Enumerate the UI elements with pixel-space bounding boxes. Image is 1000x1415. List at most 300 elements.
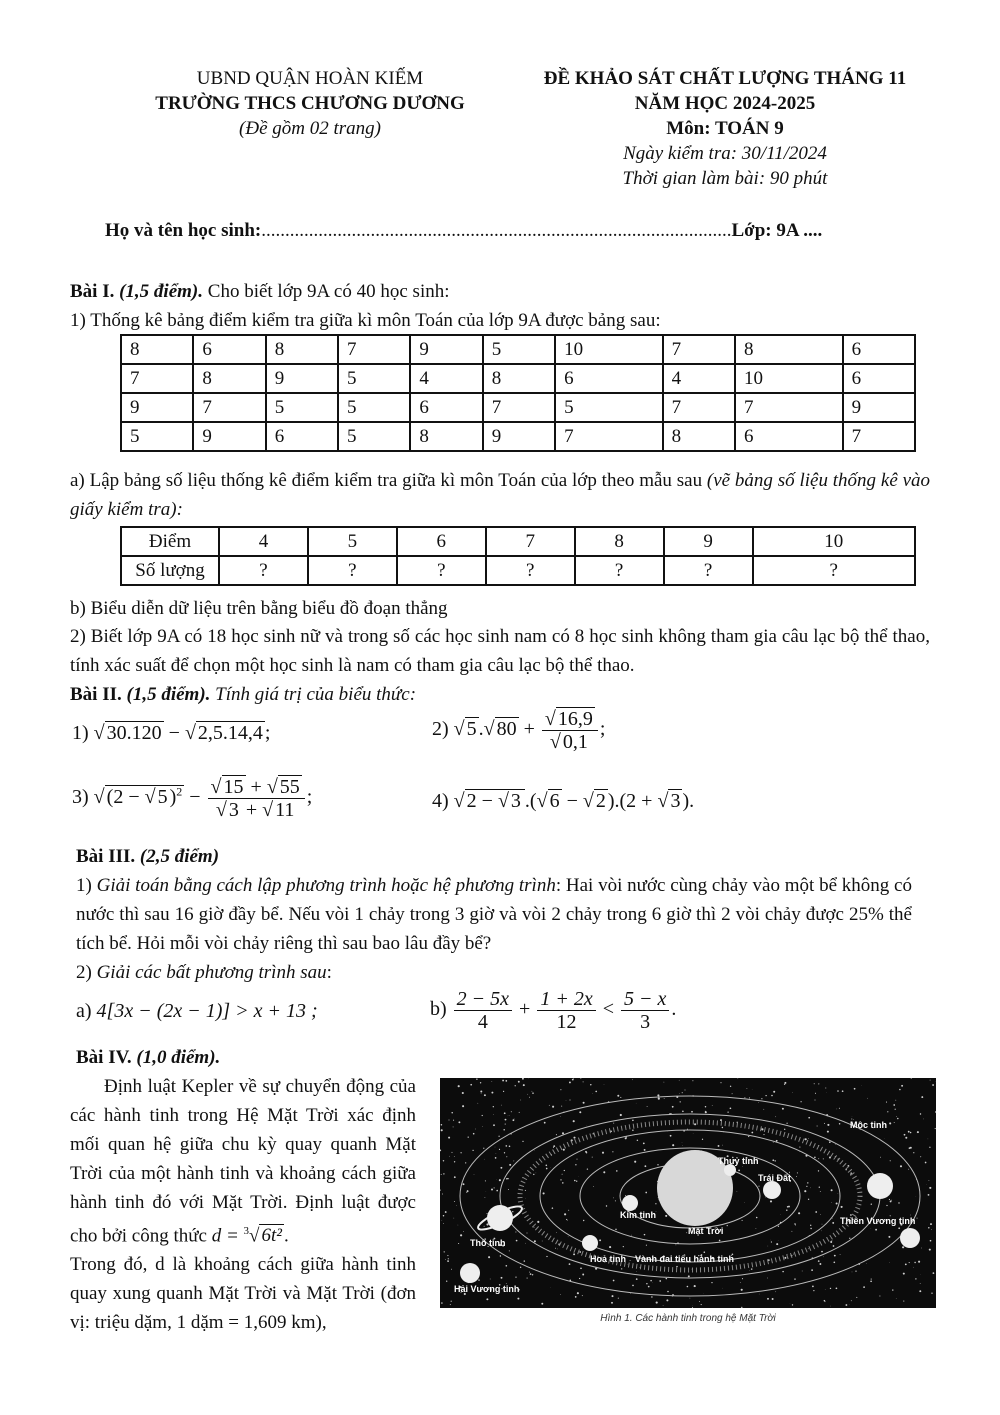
star [552, 1207, 554, 1209]
star [632, 1129, 633, 1130]
star [763, 1134, 764, 1135]
star [611, 1302, 613, 1304]
star [572, 1079, 574, 1081]
star [651, 1296, 652, 1297]
star [720, 1119, 722, 1121]
star [935, 1111, 936, 1112]
star [527, 1094, 528, 1095]
star [746, 1088, 747, 1089]
bai2-expr1: 1) √ 30.120 − √ 2,5.14,4 ; [72, 722, 271, 744]
star [522, 1141, 523, 1142]
star [612, 1295, 614, 1297]
bai1-qb: b) Biểu diễn dữ liệu trên bằng biểu đồ đoạn thẳng [70, 598, 448, 619]
star [810, 1188, 811, 1189]
star [580, 1267, 582, 1269]
star [644, 1149, 646, 1151]
star [647, 1106, 648, 1107]
star [920, 1113, 921, 1114]
bai1-intro: Cho biết lớp 9A có 40 học sinh: [207, 281, 450, 302]
score-table-row [121, 364, 915, 393]
star [509, 1115, 510, 1116]
star [617, 1095, 619, 1097]
star [506, 1178, 507, 1179]
star [650, 1280, 652, 1282]
star [758, 1102, 759, 1103]
star [453, 1120, 454, 1121]
star [722, 1127, 723, 1128]
star [930, 1223, 932, 1225]
score-cell: 7 [121, 364, 193, 393]
star [524, 1260, 525, 1261]
star [648, 1286, 650, 1288]
star [666, 1299, 668, 1301]
bai3-ineq-b: b) $\frac{2 - 5x}{4}$ + $\frac{1 + 2x}{12}$ < $\frac{5 - x}{3}$ . [430, 988, 677, 1033]
star [644, 1165, 646, 1167]
star [831, 1189, 833, 1191]
star [834, 1255, 836, 1257]
star [530, 1273, 532, 1275]
bai4-points: (1,0 điểm). [136, 1047, 221, 1068]
star [632, 1285, 634, 1287]
star [679, 1093, 680, 1094]
star [831, 1202, 832, 1203]
bai4-text: Định luật Kepler về sự chuyển động của các hành tinh trong Hệ Mặt Trời xác định mối quan hệ giữa chu kỳ quay quanh Mặt Trời của một hành tinh và khoảng cách giữa hành tinh đó với Mặt Trời. Định luật được cho bởi công thức d = $^3$√ 6t² . Trong đó, d là khoảng cách giữa hành tinh quay xung quanh Mặt Trời và Mặt Trời (đơn vị: triệu dặm, 1 dặm = 1,609 km), [70, 1076, 416, 1334]
score-cell: 7 [663, 335, 735, 364]
star [774, 1160, 775, 1161]
star [699, 1301, 700, 1302]
star [784, 1129, 785, 1130]
frequency-score-cell: 9 [664, 527, 753, 556]
frequency-header-score: Điểm [121, 527, 219, 556]
bai1-qa [70, 466, 930, 524]
star [646, 1283, 647, 1284]
star [839, 1123, 841, 1125]
star [833, 1261, 835, 1263]
star [454, 1161, 455, 1162]
star [914, 1262, 915, 1263]
star [509, 1164, 511, 1166]
star [453, 1126, 454, 1127]
star [928, 1180, 929, 1181]
star [871, 1204, 872, 1205]
star [827, 1124, 829, 1126]
star [541, 1303, 543, 1305]
star [741, 1307, 742, 1308]
star [567, 1220, 568, 1221]
star [449, 1120, 450, 1121]
star [702, 1139, 703, 1140]
star [504, 1152, 505, 1153]
star [552, 1106, 554, 1108]
star [758, 1186, 759, 1187]
star [889, 1262, 890, 1263]
bai4-title: Bài IV. [76, 1047, 132, 1068]
star [553, 1147, 554, 1148]
star [737, 1191, 738, 1192]
star [513, 1160, 514, 1161]
label-thien-vuong: Thiên Vương tinh [840, 1216, 916, 1226]
star [574, 1180, 576, 1182]
star [630, 1260, 631, 1261]
score-cell: 4 [663, 364, 735, 393]
star [503, 1091, 504, 1092]
star [525, 1190, 526, 1191]
school-year: NĂM HỌC 2024-2025 [634, 93, 816, 114]
star [918, 1261, 920, 1263]
bai1-qa-note: (vẽ bảng số liệu thống kê vào giấy kiểm tra): [70, 470, 931, 520]
star [825, 1301, 826, 1302]
star [625, 1195, 626, 1196]
star [690, 1298, 691, 1299]
star [462, 1105, 464, 1107]
star [686, 1232, 687, 1233]
star [623, 1246, 624, 1247]
star [768, 1246, 769, 1247]
star [451, 1301, 452, 1302]
star [506, 1265, 508, 1267]
score-cell: 9 [483, 422, 555, 451]
star [512, 1119, 514, 1121]
star [763, 1109, 764, 1110]
score-cell: 5 [483, 335, 555, 364]
star [519, 1112, 520, 1113]
star [808, 1138, 809, 1139]
star [518, 1081, 520, 1083]
star [825, 1088, 826, 1089]
star [807, 1182, 808, 1183]
label-moc-tinh: Mộc tinh [850, 1120, 887, 1130]
star [817, 1125, 818, 1126]
score-cell: 5 [338, 422, 410, 451]
star [921, 1096, 923, 1098]
star [687, 1129, 688, 1130]
star [900, 1165, 902, 1167]
star [659, 1280, 661, 1282]
student-name-label: Họ và tên học sinh: [105, 220, 262, 241]
star [820, 1191, 821, 1192]
bai3-heading [76, 842, 936, 871]
star [680, 1101, 681, 1102]
star [564, 1213, 566, 1215]
frequency-count-cell: ? [486, 556, 575, 585]
star [827, 1131, 829, 1133]
star [664, 1098, 665, 1099]
bai4-heading [76, 1043, 936, 1072]
star [742, 1166, 743, 1167]
star [620, 1114, 622, 1116]
star [737, 1078, 738, 1079]
star [896, 1298, 897, 1299]
score-cell: 8 [266, 335, 338, 364]
label-kim-tinh: Kim tinh [620, 1210, 656, 1220]
star [583, 1220, 584, 1221]
star [655, 1203, 656, 1204]
star [921, 1248, 922, 1249]
star [441, 1174, 442, 1175]
score-cell: 9 [121, 393, 193, 422]
star [930, 1240, 932, 1242]
star [778, 1226, 779, 1227]
star [506, 1156, 507, 1157]
star [515, 1231, 516, 1232]
star [931, 1293, 932, 1294]
star [890, 1200, 892, 1202]
star [821, 1251, 823, 1253]
score-cell: 6 [193, 335, 265, 364]
star [802, 1271, 803, 1272]
star [720, 1082, 721, 1083]
star [443, 1223, 444, 1224]
star [776, 1243, 778, 1245]
star [895, 1100, 896, 1101]
star [482, 1126, 483, 1127]
score-cell: 5 [121, 422, 193, 451]
student-name-field[interactable]: ................................................................................................... [261, 220, 732, 241]
star [592, 1157, 593, 1158]
star [818, 1260, 820, 1262]
star [711, 1282, 712, 1283]
star [453, 1218, 454, 1219]
star [606, 1205, 607, 1206]
star [477, 1103, 478, 1104]
star [480, 1091, 482, 1093]
star [664, 1082, 665, 1083]
star [580, 1078, 581, 1079]
star [529, 1272, 530, 1273]
star [496, 1190, 498, 1192]
star [933, 1272, 935, 1274]
star [793, 1254, 794, 1255]
star [842, 1090, 844, 1092]
star [449, 1156, 450, 1157]
star [841, 1206, 843, 1208]
frequency-row-count [121, 556, 915, 585]
star [496, 1153, 497, 1154]
star [917, 1218, 918, 1219]
score-cell: 9 [843, 393, 915, 422]
star [546, 1256, 547, 1257]
star [440, 1150, 441, 1152]
star [751, 1268, 752, 1269]
star [832, 1222, 834, 1224]
star [532, 1092, 534, 1094]
star [505, 1080, 507, 1082]
frequency-table [120, 526, 916, 586]
star [886, 1205, 887, 1206]
star [925, 1162, 927, 1164]
star [628, 1264, 629, 1265]
star [804, 1190, 806, 1192]
star [579, 1278, 580, 1279]
label-trai-dat: Trái Đất [758, 1173, 792, 1183]
star [501, 1105, 502, 1106]
star [582, 1274, 584, 1276]
star [749, 1270, 750, 1271]
star [772, 1159, 774, 1161]
star [832, 1218, 833, 1219]
star [458, 1121, 460, 1123]
star [498, 1136, 499, 1137]
star [632, 1120, 634, 1122]
star [447, 1255, 448, 1256]
star [613, 1198, 614, 1199]
star [905, 1264, 907, 1266]
star [615, 1229, 616, 1230]
star [691, 1111, 693, 1113]
star [509, 1146, 511, 1148]
star [523, 1084, 525, 1086]
star [792, 1304, 793, 1305]
star [590, 1084, 591, 1085]
star [913, 1267, 914, 1268]
star [920, 1156, 921, 1157]
star [556, 1232, 557, 1233]
score-cell: 7 [193, 393, 265, 422]
star [443, 1160, 444, 1161]
star [625, 1137, 627, 1139]
star [577, 1159, 578, 1160]
score-cell: 7 [483, 393, 555, 422]
star [835, 1144, 836, 1145]
star [823, 1256, 824, 1257]
score-table-row [121, 335, 915, 364]
bai2-expr3: 3) √ (2 − √ 5 )$^2$ − $\frac{√ 15 + √ 55}{√ 3 + √ 11}$ ; [72, 776, 313, 821]
star [444, 1251, 445, 1252]
star [692, 1080, 693, 1081]
star [775, 1116, 776, 1117]
star [742, 1278, 743, 1279]
star [566, 1101, 567, 1102]
star [705, 1106, 706, 1107]
star [840, 1254, 841, 1255]
star [667, 1291, 669, 1293]
star [838, 1193, 839, 1194]
star [748, 1136, 749, 1137]
star [820, 1214, 821, 1215]
star [593, 1093, 594, 1094]
star [786, 1123, 787, 1124]
star [712, 1105, 713, 1106]
star [634, 1161, 636, 1163]
star [765, 1197, 766, 1198]
star [863, 1286, 865, 1288]
star [463, 1183, 465, 1185]
score-table-row [121, 393, 915, 422]
star [875, 1229, 877, 1231]
star [636, 1278, 638, 1280]
score-cell: 6 [266, 422, 338, 451]
star [515, 1085, 516, 1086]
star [663, 1305, 664, 1306]
star [575, 1164, 576, 1165]
star [871, 1279, 872, 1280]
header-left [100, 66, 520, 141]
score-cell: 8 [663, 422, 735, 451]
star [491, 1081, 492, 1082]
star [604, 1084, 605, 1085]
exam-date: Ngày kiểm tra: 30/11/2024 [623, 143, 827, 164]
star [794, 1223, 795, 1224]
bai1-qa-text: a) Lập bảng số liệu thống kê điểm kiểm tra giữa kì môn Toán của lớp theo mẫu sau [70, 470, 703, 491]
star [603, 1171, 605, 1173]
star [549, 1105, 550, 1106]
label-mat-troi: Mặt Trời [688, 1226, 724, 1236]
star [579, 1111, 581, 1113]
frequency-count-cell: ? [664, 556, 753, 585]
bai1-points: (1,5 điểm). [119, 281, 204, 302]
star [456, 1205, 457, 1206]
venus-icon [622, 1195, 638, 1211]
star [569, 1081, 571, 1083]
star [687, 1286, 689, 1288]
star [665, 1215, 667, 1217]
star [806, 1186, 807, 1187]
label-vanh-dai: Vành đai tiểu hành tinh [635, 1254, 734, 1264]
star [761, 1098, 762, 1099]
star [451, 1269, 452, 1270]
star [516, 1240, 518, 1242]
bai1-heading [70, 277, 930, 306]
star [800, 1101, 801, 1102]
star [448, 1258, 449, 1259]
star [564, 1170, 565, 1171]
star [718, 1145, 720, 1147]
star [500, 1255, 501, 1256]
star [855, 1270, 856, 1271]
star [675, 1244, 676, 1245]
star [895, 1109, 896, 1110]
star [903, 1301, 904, 1302]
star [784, 1257, 786, 1259]
star [501, 1277, 503, 1279]
star [805, 1138, 807, 1140]
star [443, 1173, 444, 1174]
star [898, 1202, 899, 1203]
star [595, 1091, 597, 1093]
star [824, 1123, 825, 1124]
star [448, 1137, 450, 1139]
star [499, 1179, 501, 1181]
score-cell: 5 [555, 393, 663, 422]
bai2-points: (1,5 điểm). [126, 684, 211, 705]
star [856, 1297, 857, 1298]
star [553, 1145, 555, 1147]
bai2-title: Bài II. [70, 684, 122, 705]
star [742, 1220, 743, 1221]
star [815, 1100, 816, 1101]
star [771, 1241, 772, 1242]
score-cell: 8 [193, 364, 265, 393]
star [676, 1266, 677, 1267]
star [486, 1223, 488, 1225]
star [442, 1220, 443, 1221]
star [468, 1136, 469, 1137]
star [458, 1243, 459, 1244]
star [504, 1112, 506, 1114]
star [527, 1233, 528, 1234]
star [929, 1249, 931, 1251]
star [767, 1298, 769, 1300]
star [923, 1119, 924, 1120]
star [441, 1129, 443, 1131]
star [494, 1187, 495, 1188]
star [889, 1122, 891, 1124]
star [621, 1268, 622, 1269]
star [915, 1278, 916, 1279]
star [905, 1137, 907, 1139]
score-cell: 5 [266, 393, 338, 422]
star [517, 1298, 519, 1300]
